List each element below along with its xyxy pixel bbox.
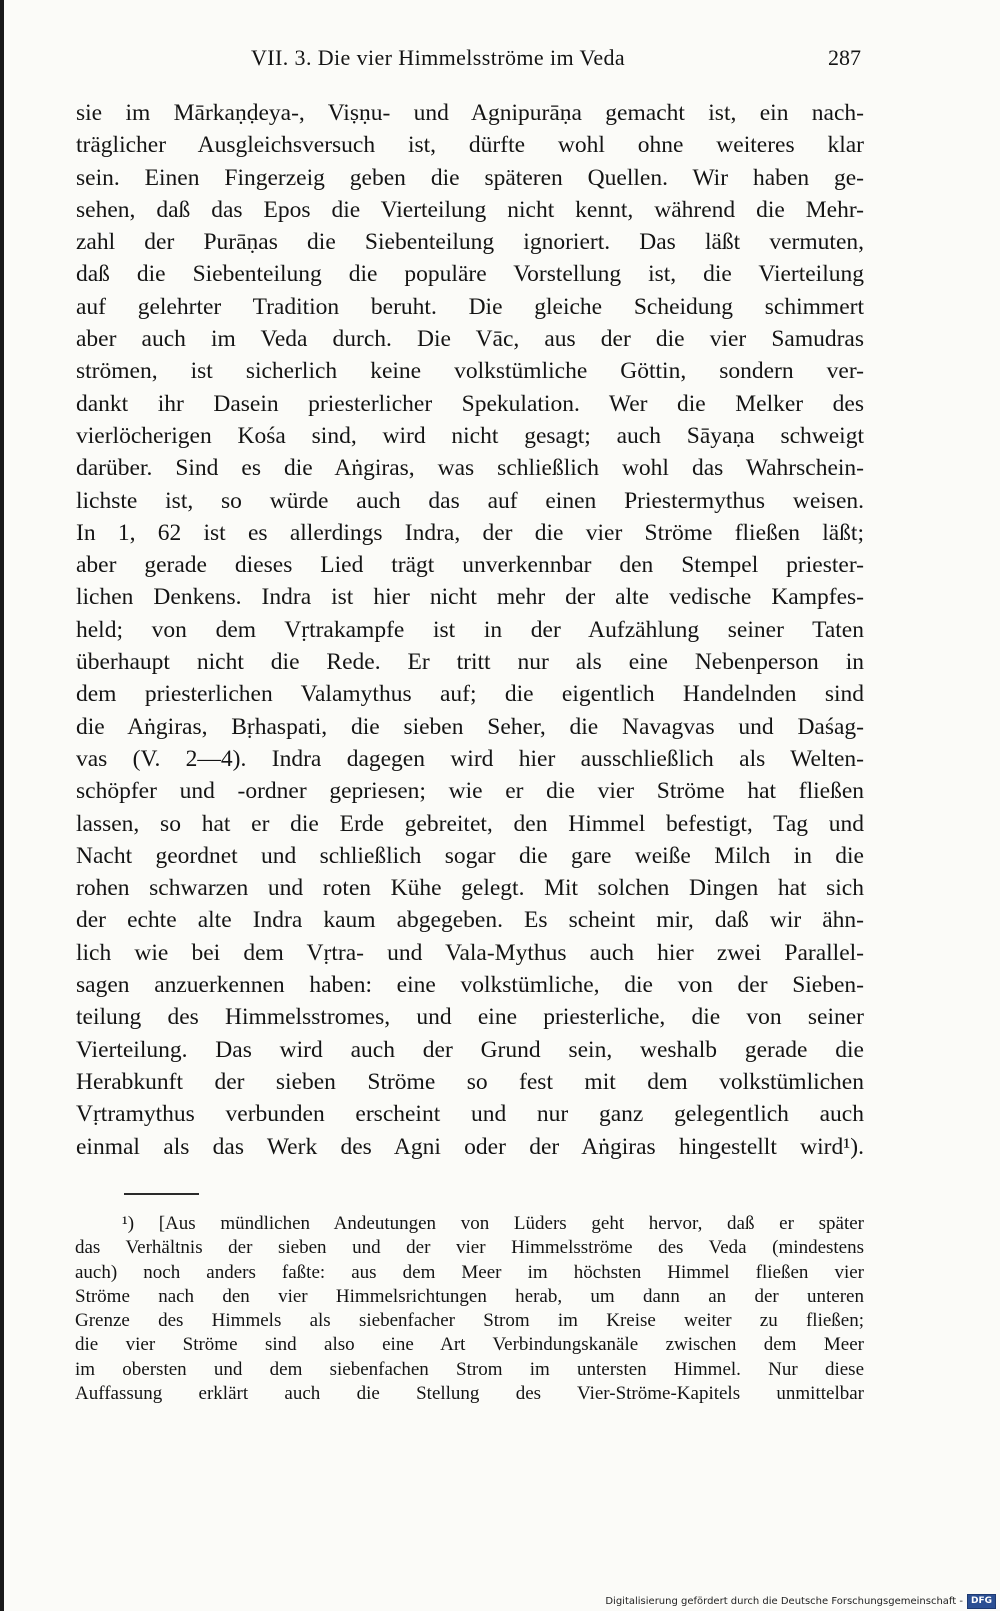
text-line: In 1, 62 ist es allerdings Indra, der die vier Ströme fließen läßt; — [76, 519, 864, 546]
text-line: der echte alte Indra kaum abgegeben. Es scheint mir, daß wir ähn- — [76, 907, 864, 934]
footnote-line: Grenze des Himmels als siebenfacher Strom im Kreise weiter zu fließen; — [75, 1310, 864, 1332]
text-line: aber auch im Veda durch. Die Vāc, aus der die vier Samudras — [76, 326, 864, 353]
text-line: Vierteilung. Das wird auch der Grund sein, weshalb gerade die — [76, 1036, 864, 1063]
footnote-divider — [124, 1193, 199, 1195]
footnote-line: auch) noch anders faßte: aus dem Meer im höchsten Himmel fließen vier — [75, 1261, 864, 1283]
text-line: aber gerade dieses Lied trägt unverkennbar den Stempel priester- — [76, 552, 864, 579]
text-line: lichste ist, so würde auch das auf einen Priestermythus weisen. — [76, 487, 864, 514]
text-line: dankt ihr Dasein priesterlicher Spekulation. Wer die Melker des — [76, 390, 864, 417]
text-line: darüber. Sind es die Aṅgiras, was schließlich wohl das Wahrschein- — [76, 455, 864, 482]
footnote-line: im obersten und dem siebenfachen Strom im untersten Himmel. Nur diese — [75, 1358, 864, 1380]
text-line: träglicher Ausgleichsversuch ist, dürfte wohl ohne weiteres klar — [76, 132, 864, 159]
text-line: sehen, daß das Epos die Vierteilung nicht kennt, während die Mehr- — [76, 196, 864, 223]
digitization-credit — [605, 1593, 996, 1609]
footnote-line: das Verhältnis der sieben und der vier Himmelsströme des Veda (mindestens — [75, 1237, 864, 1259]
text-line: zahl der Purāṇas die Siebenteilung ignoriert. Das läßt vermuten, — [76, 229, 864, 256]
text-line: die Aṅgiras, Bṛhaspati, die sieben Seher, die Navagvas und Daśag- — [76, 713, 864, 740]
footnote — [75, 1212, 864, 1406]
page-number: 287 — [828, 45, 861, 70]
text-line: einmal als das Werk des Agni oder der Aṅgiras hingestellt wird¹). — [76, 1133, 864, 1160]
chapter-title: VII. 3. Die vier Himmelsströme im Veda — [251, 45, 626, 70]
credit-text: Digitalisierung gefördert durch die Deutsche Forschungsgemeinschaft - — [605, 1595, 963, 1607]
text-line: strömen, ist sicherlich keine volkstümliche Göttin, sondern ver- — [76, 358, 864, 385]
text-line: sie im Mārkaṇḍeya-, Viṣṇu- und Agnipurāṇa gemacht ist, ein nach- — [76, 100, 864, 126]
footnote-line: Auffassung erklärt auch die Stellung des Vier-Ströme-Kapitels unmittelbar — [75, 1383, 864, 1405]
text-line: dem priesterlichen Valamythus auf; die eigentlich Handelnden sind — [76, 681, 864, 708]
text-line: teilung des Himmelsstromes, und eine priesterliche, die von seiner — [76, 1004, 864, 1031]
text-line: Vṛtramythus verbunden erscheint und nur ganz gelegentlich auch — [76, 1101, 864, 1128]
text-line: Herabkunft der sieben Ströme so fest mit dem volkstümlichen — [76, 1068, 864, 1095]
text-line: sagen anzuerkennen haben: eine volkstümliche, die von der Sieben- — [76, 972, 864, 999]
dfg-logo-icon: DFG — [967, 1594, 996, 1609]
text-line: lich wie bei dem Vṛtra- und Vala-Mythus auch hier zwei Parallel- — [76, 939, 864, 966]
footnote-line: die vier Ströme sind also eine Art Verbindungskanäle zwischen dem Meer — [75, 1334, 864, 1356]
text-line: überhaupt nicht die Rede. Er tritt nur als eine Nebenperson in — [76, 649, 864, 676]
text-line: vas (V. 2—4). Indra dagegen wird hier ausschließlich als Welten- — [76, 745, 864, 772]
text-line: auf gelehrter Tradition beruht. Die gleiche Scheidung schimmert — [76, 293, 864, 320]
text-line: held; von dem Vṛtrakampfe ist in der Aufzählung seiner Taten — [76, 616, 864, 643]
main-text — [76, 97, 864, 1163]
footnote-line: Ströme nach den vier Himmelsrichtungen herab, um dann an der unteren — [75, 1285, 864, 1307]
text-line: lassen, so hat er die Erde gebreitet, den Himmel befestigt, Tag und — [76, 810, 864, 837]
footnote-line: ¹) [Aus mündlichen Andeutungen von Lüders geht hervor, daß er später — [122, 1213, 864, 1234]
scan-edge — [0, 0, 4, 1611]
text-line: schöpfer und -ordner gepriesen; wie er die vier Ströme hat fließen — [76, 778, 864, 805]
text-line: Nacht geordnet und schließlich sogar die gare weiße Milch in die — [76, 842, 864, 869]
text-line: vierlöcherigen Kośa sind, wird nicht gesagt; auch Sāyaṇa schweigt — [76, 422, 864, 449]
running-head — [233, 44, 861, 74]
text-line: lichen Denkens. Indra ist hier nicht mehr der alte vedische Kampfes- — [76, 584, 864, 611]
text-line: rohen schwarzen und roten Kühe gelegt. Mit solchen Dingen hat sich — [76, 875, 864, 902]
text-line: daß die Siebenteilung die populäre Vorstellung ist, die Vierteilung — [76, 261, 864, 288]
text-line: sein. Einen Fingerzeig geben die späteren Quellen. Wir haben ge- — [76, 164, 864, 191]
